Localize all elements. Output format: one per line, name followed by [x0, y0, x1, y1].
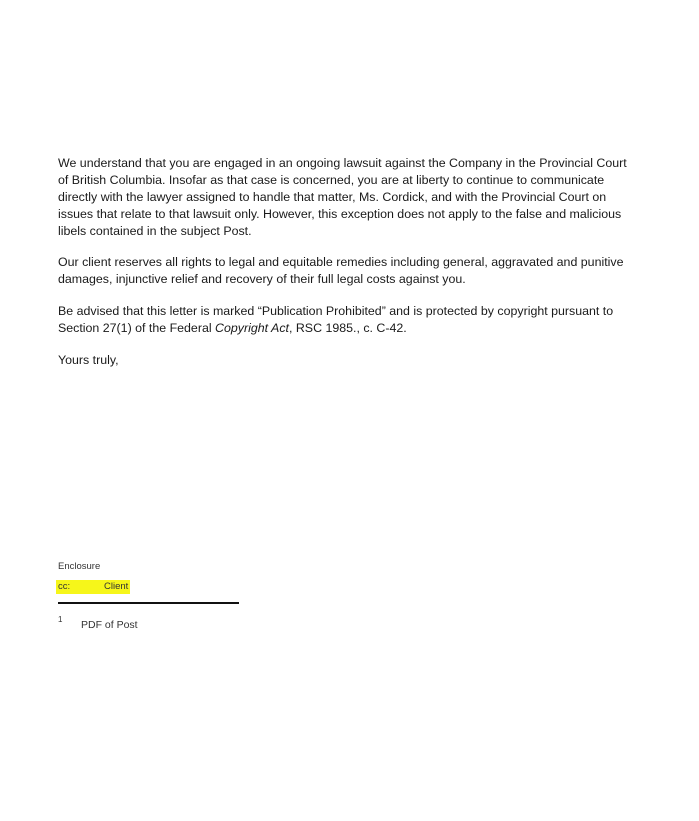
copyright-text-start: Be advised that this letter is marked “Publication Prohibited” and is protected by copyright pursuant to Section 27(1) of the Federal [58, 304, 614, 335]
footnote-text: PDF of Post [81, 619, 138, 631]
paragraph-lawsuit-exception: We understand that you are engaged in an ongoing lawsuit against the Company in the Provincial Court of British Columbia. Insofar as that case is concerned, you are at liberty to continue to communicate directly with the lawyer assigned to handle that matter, Ms. Cordick, and with the Provincial Court on issues that relate to that lawsuit only. However, this exception does not apply to the false and malicious libels contained in the subject Post. [58, 156, 627, 238]
cc-label: cc: [58, 581, 71, 592]
footnote-number: 1 [58, 615, 63, 624]
enclosure-label: Enclosure [58, 561, 101, 572]
copyright-act-title: Copyright Act [215, 321, 289, 335]
footnote-separator [58, 602, 239, 604]
closing-salutation: Yours truly, [58, 353, 119, 367]
paragraph-rights-reserved: Our client reserves all rights to legal and equitable remedies including general, aggravated and punitive damages, injunctive relief and recovery of their full legal costs against you. [58, 255, 624, 286]
copyright-text-end: , RSC 1985., c. C-42. [288, 321, 407, 335]
paragraph-copyright-notice [58, 303, 638, 337]
cc-recipient: Client [104, 581, 129, 592]
cc-line-highlight [56, 580, 130, 594]
